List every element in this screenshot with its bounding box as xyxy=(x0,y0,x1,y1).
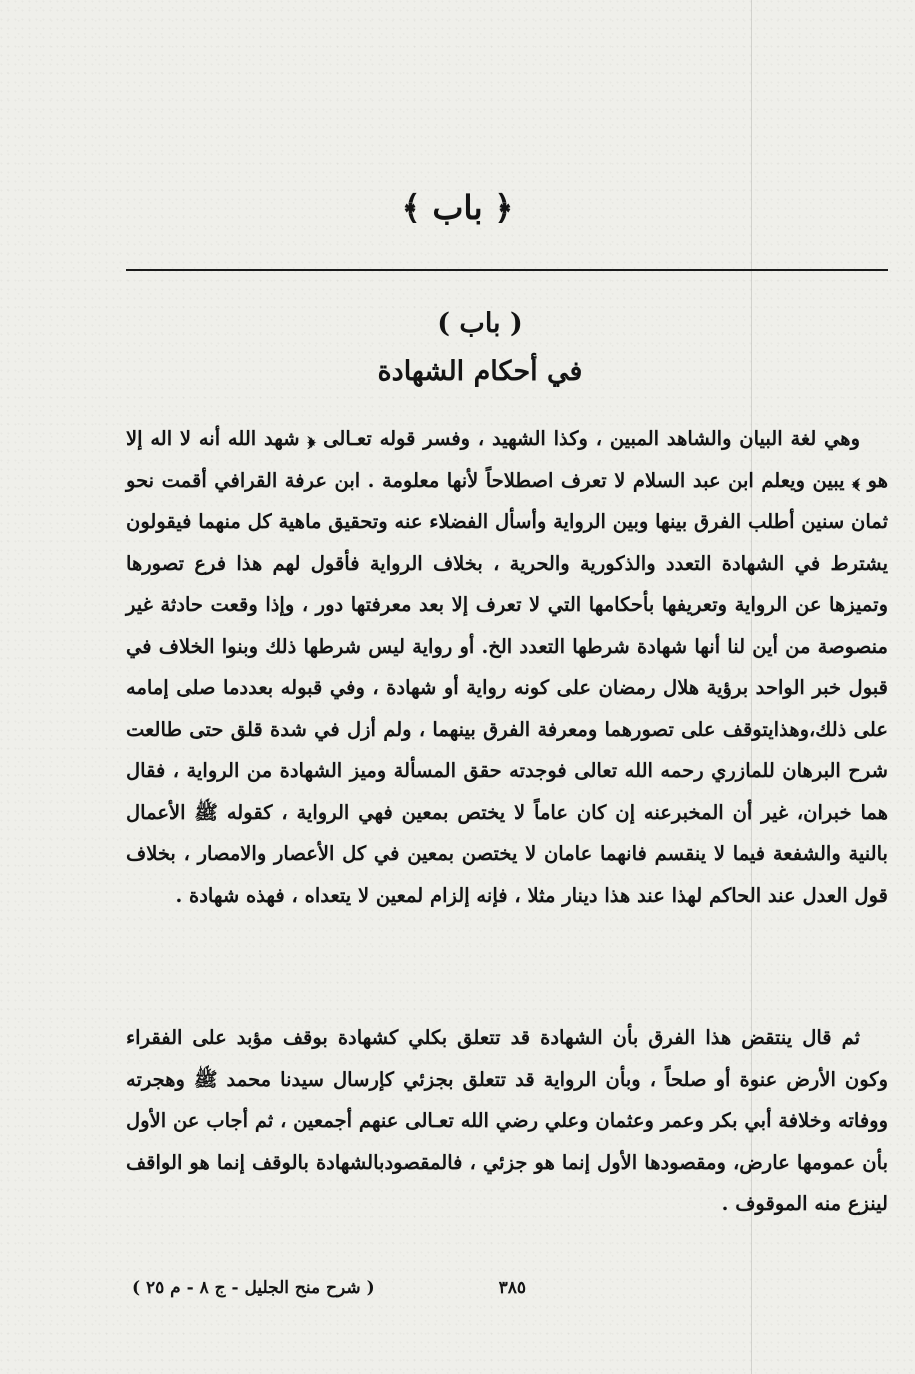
book-signature: ( شرح منح الجليل - ج ٨ - م ٢٥ ) xyxy=(132,1278,375,1298)
chapter-title: في أحكام الشهادة xyxy=(377,356,583,387)
body-paragraph-1: وهي لغة البيان والشاهد المبين ، وكذا الشهيد ، وفسر قوله تعـالى ﴿ شهد الله أنه لا اله إلا هو ﴾ يبين ويعلم ابن عبد السلام لا تعرف اصطلاحاً لأنها معلومة . ابن عرفة القرافي أقمت نحو ثمان سنين أطلب الفرق بينها وبين الرواية وأسأل الفضلاء عنه وتحقيق ماهية كل منهما فيقولون يشترط في الشهادة التعدد والذكورية والحرية ، بخلاف الرواية فأقول لهم هذا فرع تصورها وتميزها عن الرواية وتعريفها بأحكامها التي لا تعرف إلا بعد معرفتها دور ، وإذا وقعت حادثة غير منصوصة من أين لنا أنها شهادة شرطها التعدد الخ. أو رواية ليس شرطها ذلك وبنوا الخلاف في قبول خبر الواحد برؤية هلال رمضان على كونه رواية أو شهادة ، وفي قبوله بعددما صلى إمامه على ذلك،وهذايتوقف على تصورهما ومعرفة الفرق بينهما ، ولم أزل في شدة قلق حتى طالعت شرح البرهان للمازري رحمه الله تعالى فوجدته حقق المسألة وميز الشهادة من الرواية ، فقال هما خبران، غير أن المخبرعنه إن كان عاماً لا يختص بمعين فهي الرواية ، كقوله ﷺ الأعمال بالنية والشفعة فيما لا ينقسم فانهما عامان لا يختصن بمعين في كل الأعصار والامصار ، بخلاف قول العدل عند الحاكم لهذا عند هذا دينار مثلا ، فإنه إلزام لمعين لا يتعداه ، فهذه شهادة . xyxy=(126,427,888,907)
body-paragraph-2: ثم قال ينتقض هذا الفرق بأن الشهادة قد تتعلق بكلي كشهادة بوقف مؤبد على الفقراء وكون الأرض عنوة أو صلحاً ، وبأن الرواية قد تتعلق بجزئي كإرسال سيدنا محمد ﷺ وهجرته ووفاته وخلافة أبي بكر وعمر وعثمان وعلي رضي الله تعـالى عنهم أجمعين ، ثم أجاب عن الأول بأن عمومها عارض، ومقصودها الأول إنما هو جزئي ، فالمقصودبالشهادة بالوقف إنما هو الواقف لينزع منه الموقوف . xyxy=(126,1026,888,1215)
heading-rule xyxy=(126,269,888,271)
book-heading: ﴿ باب ﴾ xyxy=(401,188,514,227)
chapter-label: ( باب ) xyxy=(437,308,523,339)
page-number: ٣٨٥ xyxy=(498,1278,526,1298)
page-footer xyxy=(126,1278,888,1308)
